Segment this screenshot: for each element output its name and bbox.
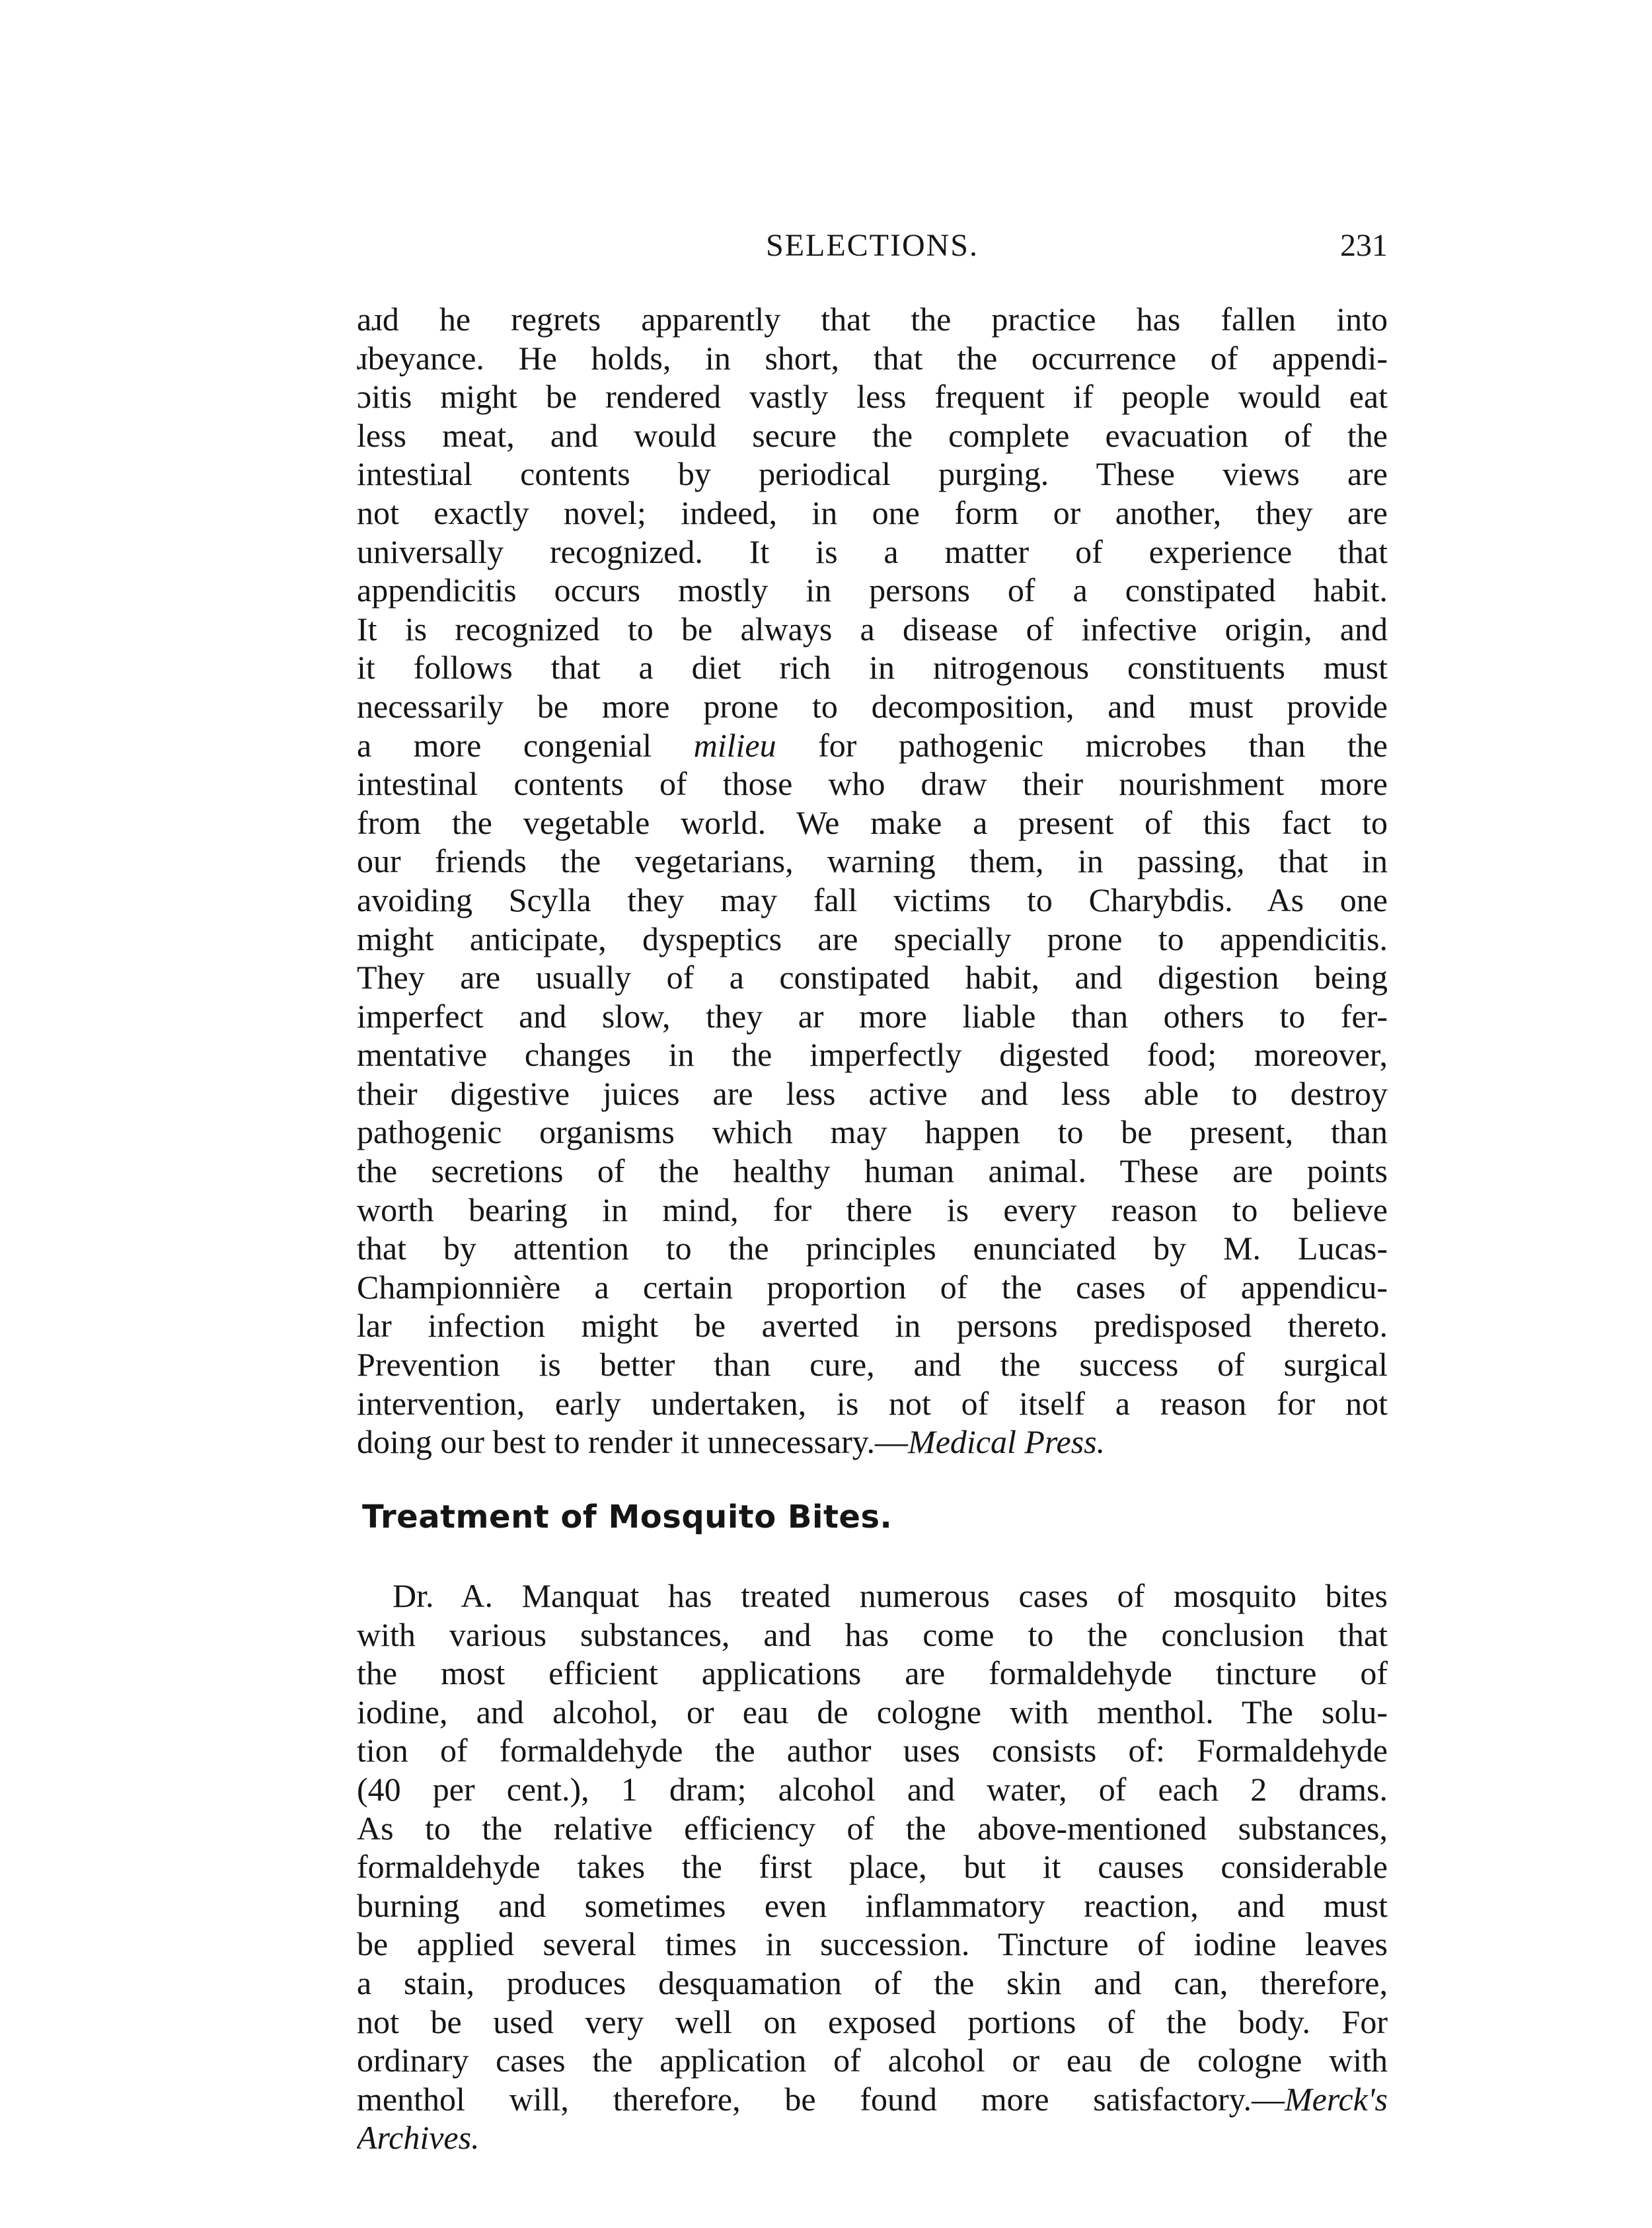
text-line: the secretions of the healthy human animal. These are points: [357, 1152, 1388, 1190]
text-line: avoiding Scylla they may fall victims to Charybdis. As one: [357, 881, 1388, 918]
text-line: a stain, produces desquamation of the skin and can, therefore,: [357, 1964, 1388, 2001]
text-line: universally recognized. It is a matter of experience that: [357, 533, 1388, 570]
text-line: imperfect and slow, they ar more liable than others to fer-: [357, 997, 1388, 1035]
text-line: not be used very well on exposed portions of the body. For: [357, 2003, 1388, 2040]
text-line: ɔitis might be rendered vastly less frequent if people would eat: [357, 378, 1388, 416]
text-line: Prevention is better than cure, and the success of surgical: [357, 1346, 1388, 1384]
text-line: that by attention to the principles enunciated by M. Lucas-: [357, 1230, 1388, 1267]
text-line: ordinary cases the application of alcohol or eau de cologne with: [357, 2042, 1388, 2079]
text-line: tion of formaldehyde the author uses consists of: Formaldehyde: [357, 1732, 1388, 1769]
text-line: be applied several times in succession. Tincture of iodine leaves: [357, 1925, 1388, 1963]
text-line: with various substances, and has come to the conclusion that: [357, 1615, 1388, 1653]
text-line: doing our best to render it unnecessary.—Medical Press.: [357, 1423, 1106, 1461]
text-line: Championnière a certain proportion of the cases of appendicu-: [357, 1268, 1388, 1306]
article-mosquito-bites: [357, 1577, 1388, 2157]
article-medical-press: [357, 300, 1388, 1462]
text-line: It is recognized to be always a disease of infective origin, and: [357, 610, 1388, 648]
text-line: lar infection might be averted in persons predisposed thereto.: [357, 1307, 1388, 1345]
text-line: As to the relative efficiency of the above-mentioned substances,: [357, 1809, 1388, 1847]
text-line: not exactly novel; indeed, in one form or another, they are: [357, 494, 1388, 531]
text-line: necessarily be more prone to decomposition, and must provide: [357, 687, 1388, 725]
text-line: a more congenial milieu for pathogenic microbes than the: [357, 726, 1388, 764]
text-line: They are usually of a constipated habit, and digestion being: [357, 959, 1388, 996]
text-line: less meat, and would secure the complete evacuation of the: [357, 416, 1388, 454]
text-line: appendicitis occurs mostly in persons of a constipated habit.: [357, 572, 1388, 609]
text-line: their digestive juices are less active and less able to destroy: [357, 1074, 1388, 1112]
text-line: Dr. A. Manquat has treated numerous cases of mosquito bites: [393, 1577, 1388, 1614]
text-line: menthol will, therefore, be found more satisfactory.—Merck's: [357, 2080, 1388, 2118]
text-line: the most efficient applications are formaldehyde tincture of: [357, 1654, 1388, 1692]
text-line: it follows that a diet rich in nitrogenous constituents must: [357, 649, 1388, 687]
section-heading: Treatment of Mosquito Bites.: [362, 1499, 893, 1536]
text-line: intervention, early undertaken, is not of itself a reason for not: [357, 1384, 1388, 1422]
page-number: 231: [1340, 228, 1388, 263]
text-line: Archives.: [357, 2119, 480, 2157]
text-line: pathogenic organisms which may happen to be present, than: [357, 1113, 1388, 1151]
running-title: SELECTIONS.: [766, 228, 979, 263]
text-line: formaldehyde takes the first place, but it causes considerable: [357, 1848, 1388, 1886]
running-head: [357, 227, 1388, 274]
text-line: aɹd he regrets apparently that the practice has fallen into: [357, 301, 1388, 338]
text-line: from the vegetable world. We make a present of this fact to: [357, 803, 1388, 841]
text-line: worth bearing in mind, for there is every reason to believe: [357, 1191, 1388, 1228]
text-line: ɹbeyance. He holds, in short, that the occurrence of appendi-: [357, 339, 1388, 377]
text-line: our friends the vegetarians, warning them, in passing, that in: [357, 842, 1388, 880]
text-line: iodine, and alcohol, or eau de cologne with menthol. The solu-: [357, 1693, 1388, 1730]
text-line: (40 per cent.), 1 dram; alcohol and water, of each 2 drams.: [357, 1770, 1388, 1808]
text-line: intestinal contents of those who draw their nourishment more: [357, 765, 1388, 803]
text-line: intestiɹal contents by periodical purging. These views are: [357, 455, 1388, 493]
text-line: burning and sometimes even inflammatory reaction, and must: [357, 1886, 1388, 1924]
text-line: mentative changes in the imperfectly digested food; moreover,: [357, 1036, 1388, 1074]
text-line: might anticipate, dyspeptics are specially prone to appendicitis.: [357, 920, 1388, 957]
